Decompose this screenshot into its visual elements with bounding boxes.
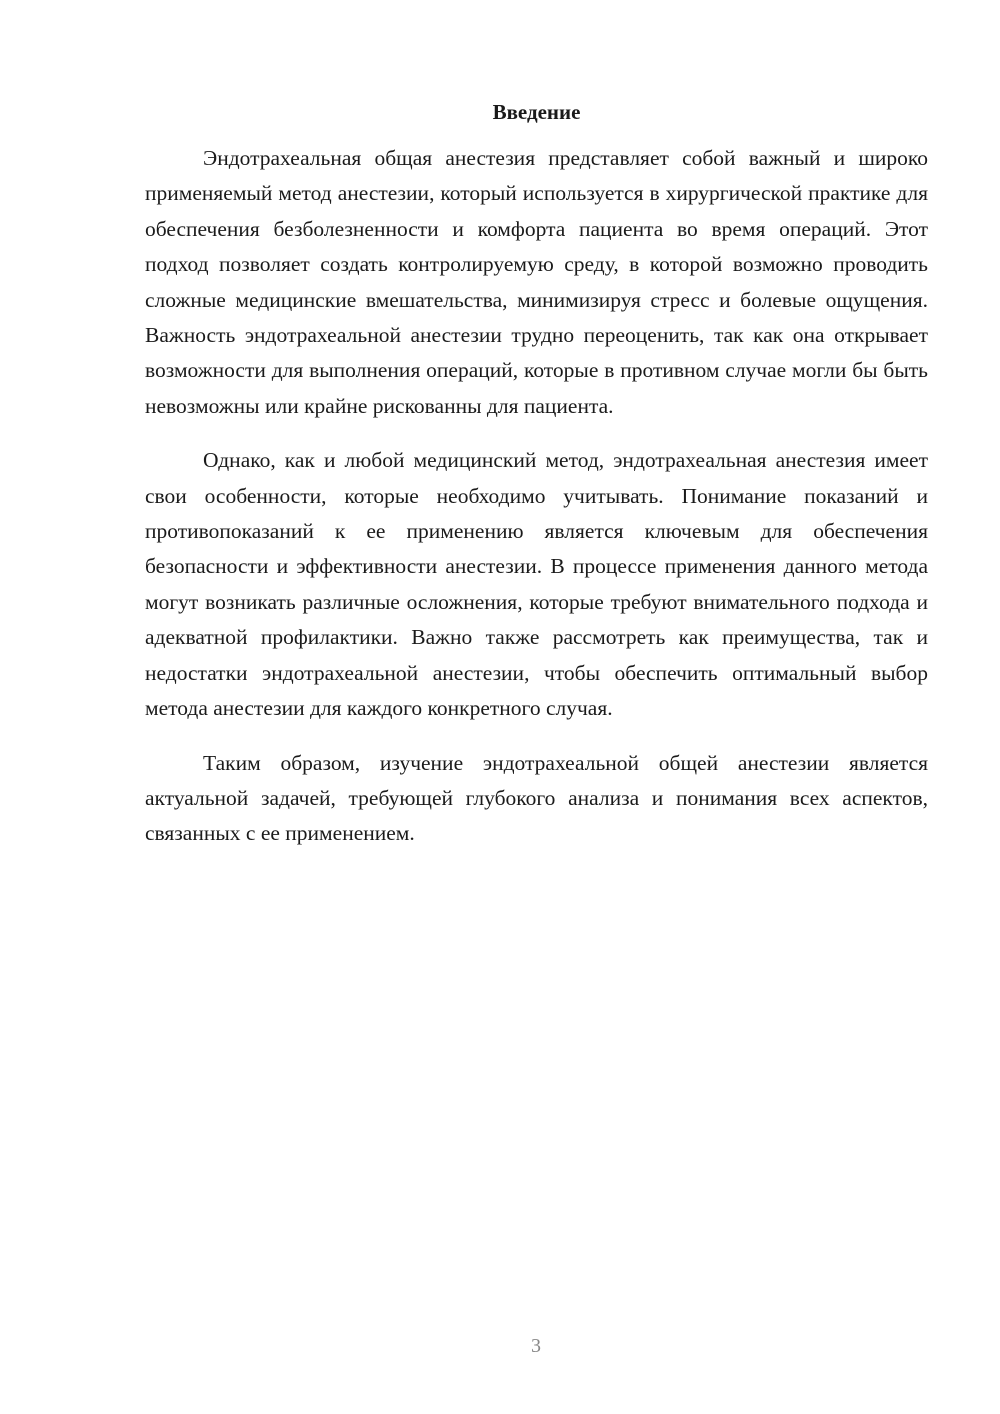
body-text <box>145 141 928 871</box>
page-number: 3 <box>531 1335 541 1357</box>
paragraph-2: Однако, как и любой медицинский метод, эндотрахеальная анестезия имеет свои особенности, которые необходимо учитывать. Понимание показаний и противопоказаний к ее применению является ключевым для обеспечения безопасности и эффективности анестезии. В процессе применения данного метода могут возникать различные осложнения, которые требуют внимательного подхода и адекватной профилактики. Важно также рассмотреть как преимущества, так и недостатки эндотрахеальной анестезии, чтобы обеспечить оптимальный выбор метода анестезии для каждого конкретного случая. <box>145 448 928 721</box>
paragraph-1: Эндотрахеальная общая анестезия представляет собой важный и широко применяемый метод анестезии, который используется в хирургической практике для обеспечения безболезненности и комфорта пациента во время операций. Этот подход позволяет создать контролируемую среду, в которой возможно проводить сложные медицинские вмешательства, минимизируя стресс и болевые ощущения. Важность эндотрахеальной анестезии трудно переоценить, так как она открывает возможности для выполнения операций, которые в противном случае могли бы быть невозможны или крайне рискованны для пациента. <box>145 146 928 418</box>
section-heading: Введение <box>492 100 581 124</box>
paragraph-3: Таким образом, изучение эндотрахеальной общей анестезии является актуальной задачей, требующей глубокого анализа и понимания всех аспектов, связанных с ее применением. <box>145 750 928 846</box>
